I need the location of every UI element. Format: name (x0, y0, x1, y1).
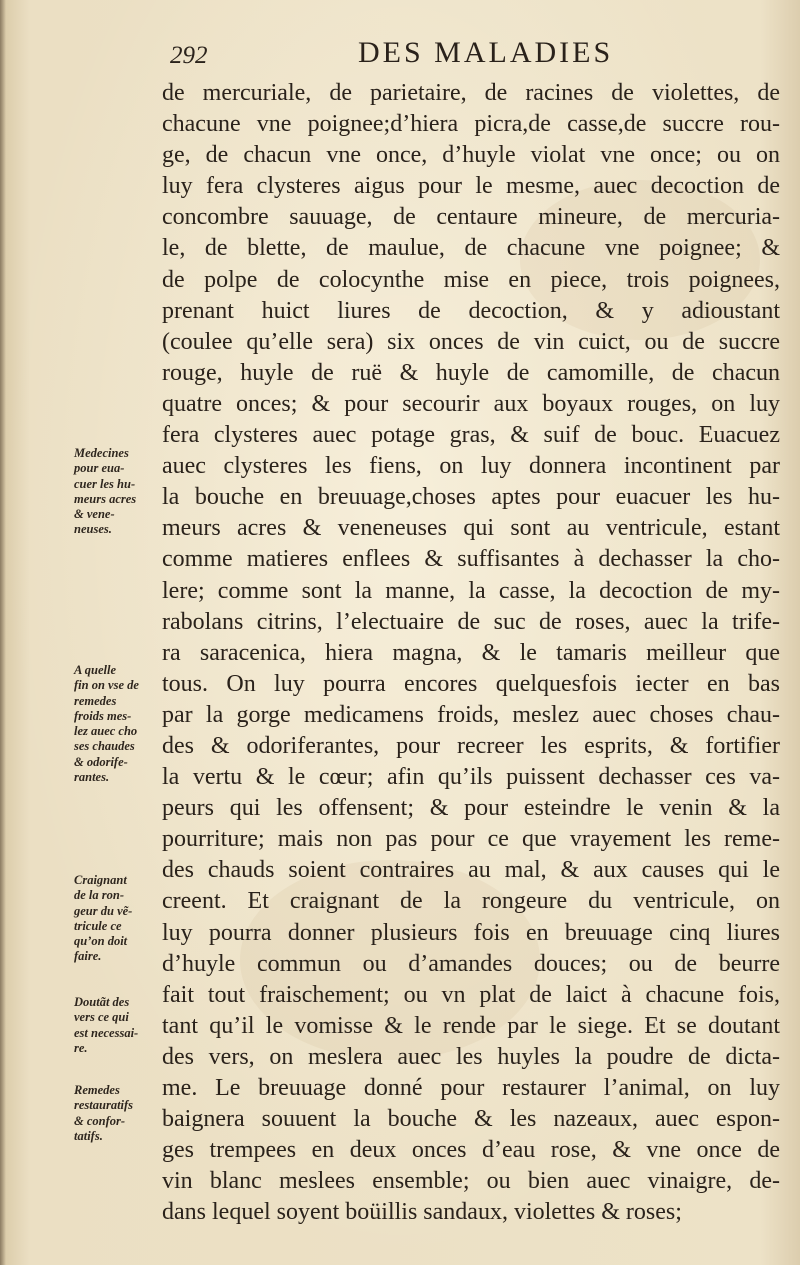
text-line: auec clysteres les fiens, on luy donnera incontinent par (162, 453, 780, 480)
margin-note-line: Medecines (74, 446, 129, 460)
margin-note-line: & vene- (74, 507, 115, 522)
margin-note-doutant-des-vers (74, 995, 160, 1056)
margin-note-line: & confor- (74, 1113, 126, 1128)
text-line: des vers, on meslera auec les huyles la poudre de dicta- (162, 1043, 780, 1070)
text-line: prenant huict liures de decoction, & y adioustant (162, 297, 780, 324)
text-line: quatre onces; & pour secourir aux boyaux rouges, on luy (162, 390, 780, 417)
running-head: DES MALADIES (358, 36, 614, 69)
text-line: des chauds soient contraires au mal, & aux causes qui le (162, 857, 780, 884)
margin-note-line: rantes. (74, 770, 110, 785)
text-line: ra saracenica, hiera magna, & le tamaris meilleur que (162, 639, 780, 666)
text-line: le, de blette, de maulue, de chacune vne poignee; & (162, 235, 780, 262)
text-line: de mercuriale, de parietaire, de racines de violettes, de (162, 80, 780, 106)
margin-note-line: Doutãt des (74, 995, 130, 1009)
text-line: fait tout fraischement; ou vn plat de laict à chacune fois, (162, 981, 780, 1008)
text-line: chacune vne poignee;d’hiera picra,de casse,de succre rou- (162, 111, 780, 138)
text-line: ges trempees en deux onces d’eau rose, & vne once de (162, 1137, 780, 1164)
text-line: meurs acres & veneneuses qui sont au ventricule, estant (162, 515, 780, 542)
text-line: luy fera clysteres aigus pour le mesme, auec decoction de (162, 173, 780, 200)
page-header (0, 36, 800, 72)
text-line: baignera souuent la bouche & les nazeaux, auec espon- (162, 1106, 780, 1133)
main-text-block (162, 78, 780, 1228)
margin-note-line: & odorife- (74, 754, 128, 769)
text-line: tous. On luy pourra encores quelquesfois iecter en bas (162, 670, 780, 697)
text-line: concombre sauuage, de centaure mineure, de mercuria- (162, 204, 780, 231)
margin-note-line: Craignant (74, 873, 127, 887)
margin-note-line: est necessai- (74, 1025, 139, 1040)
margin-note-line: qu’on doit (74, 934, 128, 949)
margin-note-line: de la ron- (74, 888, 124, 903)
page-gutter-shadow (0, 0, 6, 1265)
margin-note-line: meurs acres (74, 491, 137, 506)
text-line: vin blanc meslees ensemble; ou bien auec vinaigre, de- (162, 1168, 780, 1195)
margin-note-line: tricule ce (74, 918, 122, 933)
margin-note-line: pour eua- (74, 461, 125, 476)
text-line: des & odoriferantes, pour recreer les esprits, & fortifier (162, 732, 780, 759)
margin-note-line: vers ce qui (74, 1010, 129, 1025)
text-line: rabolans citrins, l’electuaire de suc de roses, auec la trife- (162, 608, 780, 635)
text-line: dans lequel soyent boüillis sandaux, violettes & roses; (162, 1199, 682, 1226)
margin-note-line: froids mes- (74, 708, 132, 723)
text-line: me. Le breuuage donné pour restaurer l’animal, on luy (162, 1075, 780, 1101)
text-line: la vertu & le cœur; afin qu’ils puissent dechasser ces va- (162, 764, 780, 791)
margin-note-line: neuses. (74, 522, 112, 537)
margin-note-line: faire. (74, 949, 102, 964)
margin-note-line: fin on vse de (74, 678, 139, 693)
margin-note-line: ses chaudes (74, 739, 135, 754)
margin-note-line: Remedes (74, 1083, 120, 1097)
margin-note-line: tatifs. (74, 1128, 103, 1143)
margin-note-line: restauratifs (74, 1098, 134, 1113)
text-line: par la gorge medicamens froids, meslez auec choses chau- (162, 701, 780, 728)
margin-note-line: remedes (74, 693, 117, 708)
page-number: 292 (170, 42, 208, 69)
text-line: ge, de chacun vne once, d’huyle violat vne once; ou on (162, 142, 780, 169)
text-line: la bouche en breuuage,choses aptes pour euacuer les hu- (162, 484, 780, 511)
text-line: comme matieres enflees & suffisantes à dechasser la cho- (162, 546, 780, 573)
text-line: pourriture; mais non pas pour ce que vrayement les reme- (162, 826, 780, 853)
margin-note-a-quelle-fin (74, 663, 160, 785)
margin-note-line: lez auec cho (74, 724, 138, 739)
text-line: fera clysteres auec potage gras, & suif de bouc. Euacuez (162, 422, 780, 449)
text-line: creent. Et craignant de la rongeure du ventricule, on (162, 888, 780, 915)
margin-note-line: cuer les hu- (74, 476, 136, 491)
margin-note-medecines (74, 446, 160, 538)
margin-note-remedes (74, 1083, 160, 1144)
margin-note-line: geur du vẽ- (74, 903, 133, 918)
text-line: luy pourra donner plusieurs fois en breuuage cinq liures (162, 919, 780, 946)
text-line: tant qu’il le vomisse & le rende par le siege. Et se doutant (162, 1012, 780, 1039)
text-line: (coulee qu’elle sera) six onces de vin cuict, ou de succre (162, 328, 780, 355)
text-line: de polpe de colocynthe mise en piece, trois poignees, (162, 266, 780, 293)
text-line: rouge, huyle de ruë & huyle de camomille, de chacun (162, 359, 780, 386)
margin-note-line: A quelle (74, 663, 117, 677)
text-line: d’huyle commun ou d’amandes douces; ou de beurre (162, 950, 780, 977)
text-line: lere; comme sont la manne, la casse, la decoction de my- (162, 577, 780, 604)
margin-note-line: re. (74, 1040, 88, 1055)
text-line: peurs qui les offensent; & pour esteindre le venin & la (162, 795, 780, 822)
margin-note-craignant (74, 873, 160, 965)
